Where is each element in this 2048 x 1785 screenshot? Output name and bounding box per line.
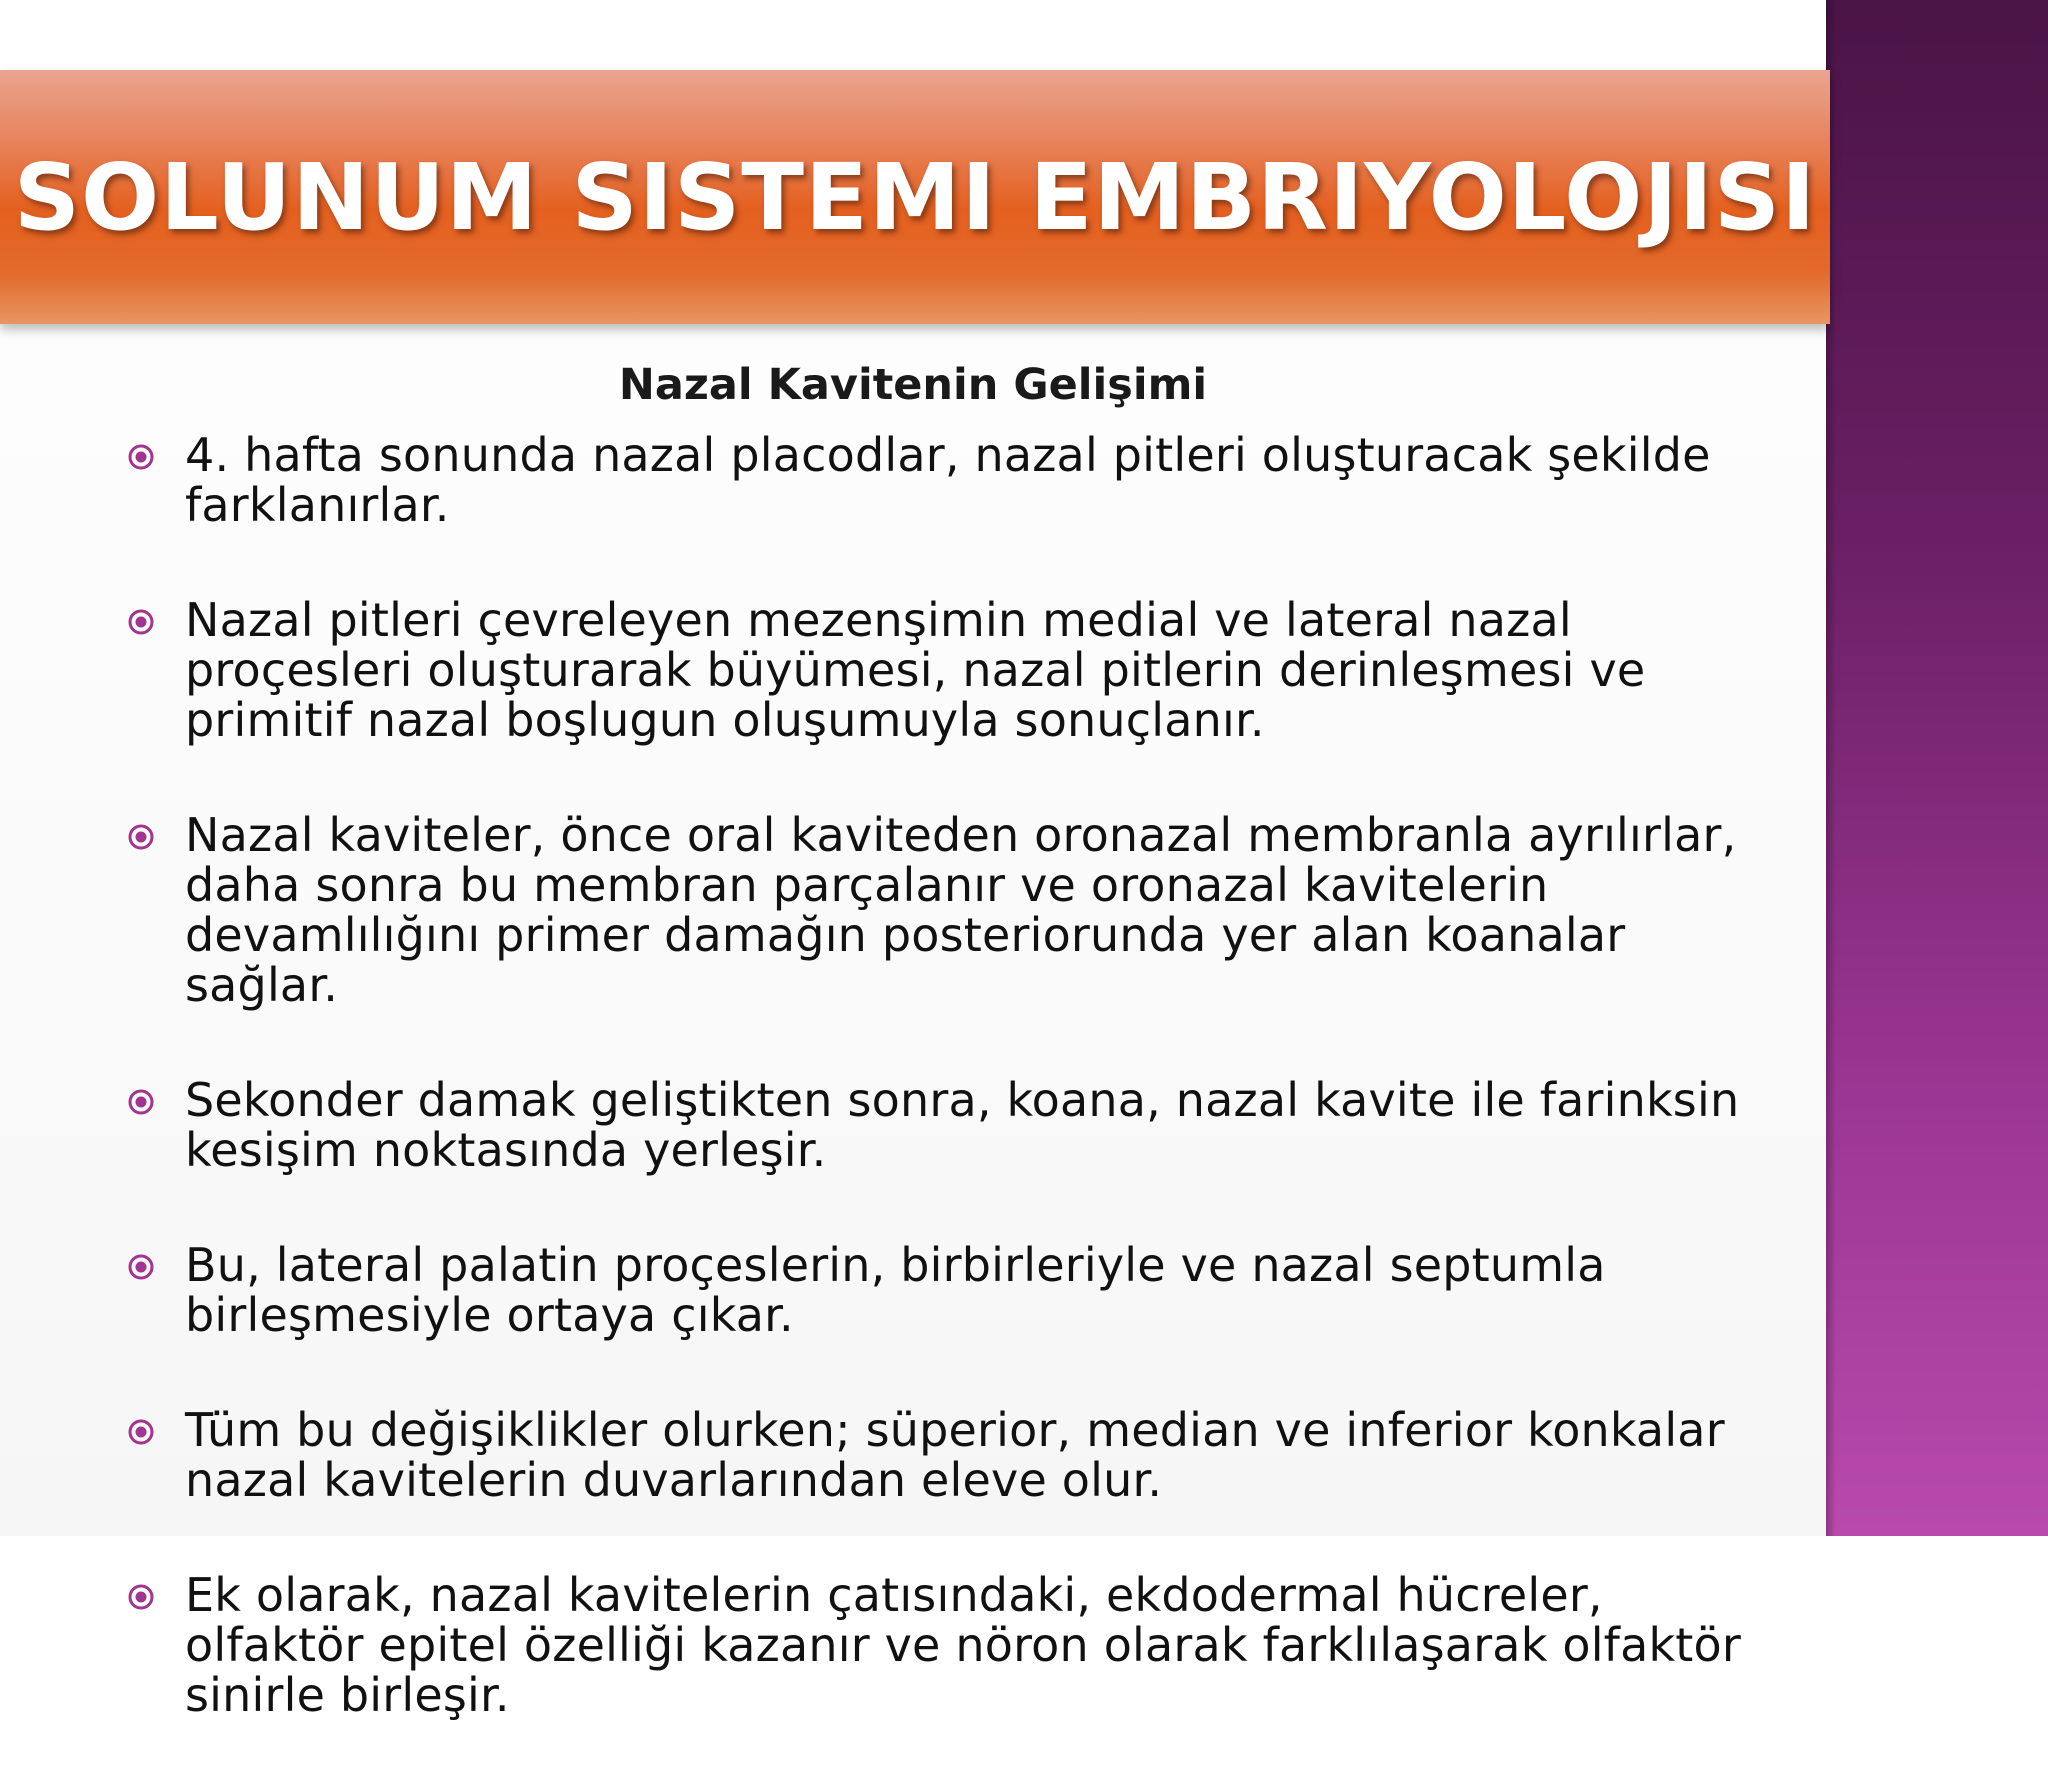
slide-title: SOLUNUM SISTEMI EMBRIYOLOJISI [13, 143, 1817, 251]
bullet-item [130, 1405, 1760, 1505]
bullet-item [130, 810, 1760, 1010]
circled-dot-icon [126, 1252, 156, 1282]
title-bar [0, 70, 1830, 324]
bullet-text: 4. hafta sonunda nazal placodlar, nazal pitleri oluşturacak şekilde farklanırlar. [185, 428, 1711, 532]
circled-dot-icon [126, 607, 156, 637]
bullet-text: Sekonder damak geliştikten sonra, koana, nazal kavite ile farinksin kesişim noktasında yerleşir. [185, 1073, 1740, 1177]
bullet-item [130, 595, 1760, 745]
bullet-text: Tüm bu değişiklikler olurken; süperior, median ve inferior konkalar nazal kavitelerin duvarlarından eleve olur. [185, 1403, 1725, 1507]
slide-subtitle: Nazal Kavitenin Gelişimi [618, 360, 1208, 410]
bullet-text: Bu, lateral palatin proçeslerin, birbirleriyle ve nazal septumla birleşmesiyle ortaya çıkar. [185, 1238, 1606, 1342]
circled-dot-icon [126, 1417, 156, 1447]
circled-dot-icon [126, 1582, 156, 1612]
side-panel [1826, 0, 2048, 1536]
bullet-item [130, 1240, 1760, 1340]
circled-dot-icon [126, 442, 156, 472]
bullet-text: Ek olarak, nazal kavitelerin çatısındaki, ekdodermal hücreler, olfaktör epitel özelliği kazanır ve nöron olarak farklılaşarak olfaktör sinirle birleşir. [185, 1568, 1741, 1722]
bullet-text: Nazal kaviteler, önce oral kaviteden oronazal membranla ayrılırlar, daha sonra bu membran parçalanır ve oronazal kavitelerin devamlılığını primer damağın posteriorunda yer alan koanalar sağlar. [185, 808, 1737, 1012]
bullet-text: Nazal pitleri çevreleyen mezenşimin medial ve lateral nazal proçesleri oluşturarak büyümesi, nazal pitlerin derinleşmesi ve primitif nazal boşlugun oluşumuyla sonuçlanır. [185, 593, 1646, 747]
bullet-item [130, 1075, 1760, 1175]
circled-dot-icon [126, 1087, 156, 1117]
bullet-item [130, 430, 1760, 530]
circled-dot-icon [126, 822, 156, 852]
bullet-item [130, 1570, 1760, 1720]
bullet-list [130, 430, 1760, 1785]
